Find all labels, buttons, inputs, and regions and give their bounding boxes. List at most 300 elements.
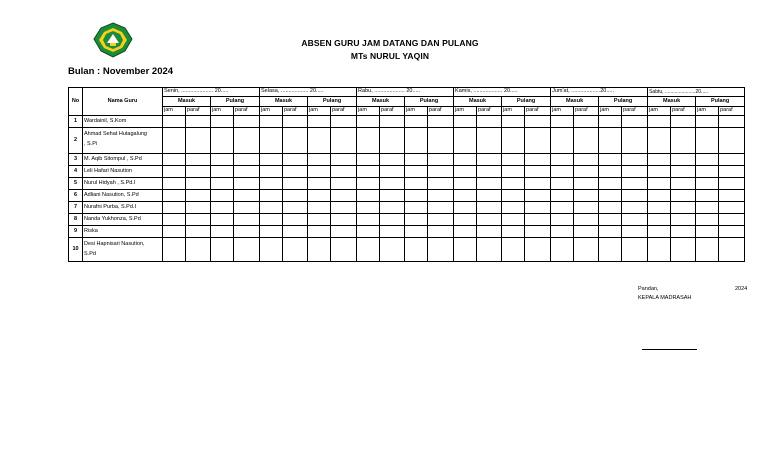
attendance-cell <box>671 202 696 214</box>
attendance-cell <box>283 226 308 238</box>
row-number: 6 <box>69 190 83 202</box>
attendance-cell <box>186 202 211 214</box>
attendance-cell <box>622 166 648 178</box>
pulang-header: Pulang <box>405 97 454 107</box>
attendance-cell <box>719 166 745 178</box>
attendance-cell <box>260 116 283 128</box>
pulang-header: Pulang <box>599 97 648 107</box>
attendance-cell <box>405 166 428 178</box>
attendance-cell <box>260 154 283 166</box>
attendance-cell <box>331 166 357 178</box>
row-number: 5 <box>69 178 83 190</box>
attendance-cell <box>525 214 551 226</box>
attendance-cell <box>357 190 380 202</box>
row-number: 4 <box>69 166 83 178</box>
attendance-cell <box>648 116 671 128</box>
signature-line <box>642 349 697 350</box>
attendance-cell <box>163 116 186 128</box>
attendance-cell <box>719 190 745 202</box>
attendance-table <box>68 87 745 262</box>
masuk-header: Masuk <box>551 97 599 107</box>
attendance-cell <box>234 190 260 202</box>
attendance-cell <box>696 226 719 238</box>
attendance-cell <box>357 226 380 238</box>
attendance-cell <box>163 226 186 238</box>
col-name-header: Nama Guru <box>83 88 163 116</box>
teacher-name <box>83 128 163 154</box>
attendance-cell <box>308 154 331 166</box>
attendance-cell <box>551 154 574 166</box>
attendance-cell <box>357 154 380 166</box>
attendance-cell <box>428 214 454 226</box>
attendance-cell <box>211 128 234 154</box>
attendance-cell <box>502 226 525 238</box>
attendance-cell <box>551 190 574 202</box>
attendance-cell <box>357 178 380 190</box>
attendance-cell <box>211 166 234 178</box>
row-number: 8 <box>69 214 83 226</box>
attendance-cell <box>502 202 525 214</box>
attendance-cell <box>357 238 380 262</box>
pulang-header: Pulang <box>211 97 260 107</box>
attendance-cell <box>477 116 502 128</box>
attendance-cell <box>186 128 211 154</box>
attendance-cell <box>622 190 648 202</box>
attendance-cell <box>574 202 599 214</box>
attendance-cell <box>574 166 599 178</box>
attendance-cell <box>211 226 234 238</box>
attendance-cell <box>428 154 454 166</box>
jam-header: jam <box>648 107 671 116</box>
day-header-jumat: Jum'at, ...................20..... <box>551 88 648 97</box>
attendance-cell <box>260 128 283 154</box>
school-name: MTs NURUL YAQIN <box>350 51 430 61</box>
paraf-header: paraf <box>719 107 745 116</box>
attendance-cell <box>696 154 719 166</box>
attendance-cell <box>671 178 696 190</box>
paraf-header: paraf <box>234 107 260 116</box>
attendance-cell <box>211 202 234 214</box>
attendance-cell <box>599 116 622 128</box>
pulang-header: Pulang <box>308 97 357 107</box>
jam-header: jam <box>599 107 622 116</box>
attendance-cell <box>477 238 502 262</box>
attendance-cell <box>622 226 648 238</box>
attendance-cell <box>380 178 405 190</box>
attendance-cell <box>234 226 260 238</box>
attendance-cell <box>696 116 719 128</box>
attendance-cell <box>574 226 599 238</box>
row-number: 7 <box>69 202 83 214</box>
paraf-header: paraf <box>380 107 405 116</box>
attendance-cell <box>454 226 477 238</box>
attendance-cell <box>308 116 331 128</box>
attendance-cell <box>454 178 477 190</box>
row-number: 9 <box>69 226 83 238</box>
attendance-cell <box>211 214 234 226</box>
attendance-cell <box>260 238 283 262</box>
attendance-cell <box>696 128 719 154</box>
paraf-header: paraf <box>283 107 308 116</box>
jam-header: jam <box>260 107 283 116</box>
attendance-cell <box>525 190 551 202</box>
attendance-cell <box>525 238 551 262</box>
attendance-cell <box>574 128 599 154</box>
attendance-cell <box>477 166 502 178</box>
attendance-cell <box>525 116 551 128</box>
attendance-cell <box>622 116 648 128</box>
attendance-cell <box>719 116 745 128</box>
attendance-cell <box>428 202 454 214</box>
attendance-cell <box>696 190 719 202</box>
attendance-cell <box>357 128 380 154</box>
attendance-cell <box>525 166 551 178</box>
attendance-cell <box>599 128 622 154</box>
attendance-cell <box>671 238 696 262</box>
paraf-header: paraf <box>525 107 551 116</box>
attendance-cell <box>648 178 671 190</box>
paraf-header: paraf <box>428 107 454 116</box>
attendance-cell <box>163 238 186 262</box>
attendance-cell <box>696 166 719 178</box>
paraf-header: paraf <box>671 107 696 116</box>
attendance-cell <box>186 166 211 178</box>
attendance-cell <box>719 226 745 238</box>
attendance-cell <box>308 178 331 190</box>
attendance-cell <box>719 214 745 226</box>
attendance-cell <box>648 202 671 214</box>
attendance-cell <box>283 166 308 178</box>
attendance-cell <box>622 154 648 166</box>
teacher-name <box>83 238 163 262</box>
attendance-cell <box>599 202 622 214</box>
signature-year: 2024 <box>735 286 748 292</box>
attendance-cell <box>163 214 186 226</box>
pulang-header: Pulang <box>696 97 745 107</box>
jam-header: jam <box>211 107 234 116</box>
signatory-title: KEPALA MADRASAH <box>638 295 692 301</box>
attendance-cell <box>454 166 477 178</box>
teacher-name: Wardainil, S.Kom <box>83 116 163 128</box>
attendance-cell <box>622 238 648 262</box>
attendance-cell <box>454 128 477 154</box>
attendance-cell <box>380 190 405 202</box>
attendance-cell <box>648 238 671 262</box>
attendance-cell <box>260 226 283 238</box>
col-no-header: No <box>69 88 83 116</box>
attendance-cell <box>331 214 357 226</box>
paraf-header: paraf <box>331 107 357 116</box>
jam-header: jam <box>454 107 477 116</box>
attendance-cell <box>502 116 525 128</box>
attendance-cell <box>380 214 405 226</box>
attendance-cell <box>357 202 380 214</box>
attendance-cell <box>477 226 502 238</box>
attendance-cell <box>502 190 525 202</box>
attendance-cell <box>719 178 745 190</box>
attendance-cell <box>574 190 599 202</box>
jam-header: jam <box>502 107 525 116</box>
attendance-cell <box>308 128 331 154</box>
attendance-cell <box>428 226 454 238</box>
attendance-cell <box>186 190 211 202</box>
attendance-cell <box>234 166 260 178</box>
attendance-cell <box>163 128 186 154</box>
attendance-cell <box>234 154 260 166</box>
teacher-name-line: S.Pd <box>84 251 96 258</box>
jam-header: jam <box>308 107 331 116</box>
attendance-cell <box>331 238 357 262</box>
attendance-cell <box>719 154 745 166</box>
attendance-cell <box>357 166 380 178</box>
attendance-cell <box>648 166 671 178</box>
attendance-cell <box>622 178 648 190</box>
attendance-cell <box>454 190 477 202</box>
attendance-cell <box>405 154 428 166</box>
attendance-cell <box>599 226 622 238</box>
attendance-cell <box>234 214 260 226</box>
attendance-cell <box>186 154 211 166</box>
attendance-cell <box>428 166 454 178</box>
attendance-cell <box>525 178 551 190</box>
attendance-cell <box>357 116 380 128</box>
attendance-cell <box>380 116 405 128</box>
attendance-cell <box>211 178 234 190</box>
attendance-cell <box>551 178 574 190</box>
attendance-cell <box>502 214 525 226</box>
attendance-cell <box>405 190 428 202</box>
teacher-name: Riska <box>83 226 163 238</box>
row-number: 10 <box>69 238 83 262</box>
attendance-cell <box>405 202 428 214</box>
paraf-header: paraf <box>622 107 648 116</box>
pulang-header: Pulang <box>502 97 551 107</box>
attendance-cell <box>599 154 622 166</box>
attendance-cell <box>186 178 211 190</box>
teacher-name-line: , S.Pi <box>84 141 98 148</box>
attendance-cell <box>405 116 428 128</box>
attendance-cell <box>405 238 428 262</box>
attendance-cell <box>308 202 331 214</box>
attendance-cell <box>234 178 260 190</box>
attendance-cell <box>260 202 283 214</box>
attendance-cell <box>380 128 405 154</box>
day-header-senin: Senin, ..................... 20..... <box>163 88 260 97</box>
madrasah-emblem-icon <box>92 22 134 58</box>
attendance-cell <box>574 116 599 128</box>
attendance-cell <box>502 128 525 154</box>
teacher-name: Adliani Nasution, S.Pd <box>83 190 163 202</box>
attendance-cell <box>380 166 405 178</box>
attendance-cell <box>574 154 599 166</box>
attendance-cell <box>551 238 574 262</box>
row-number: 3 <box>69 154 83 166</box>
teacher-name: M. Aqib Sitompul , S.Pd <box>83 154 163 166</box>
attendance-cell <box>454 202 477 214</box>
jam-header: jam <box>163 107 186 116</box>
attendance-cell <box>186 226 211 238</box>
attendance-cell <box>525 226 551 238</box>
month-label: Bulan : November 2024 <box>68 66 174 77</box>
attendance-cell <box>186 214 211 226</box>
attendance-cell <box>234 202 260 214</box>
attendance-cell <box>648 128 671 154</box>
attendance-cell <box>599 214 622 226</box>
attendance-cell <box>671 190 696 202</box>
teacher-name: Leli Hafari Nasution <box>83 166 163 178</box>
attendance-cell <box>331 202 357 214</box>
attendance-cell <box>428 128 454 154</box>
attendance-cell <box>211 238 234 262</box>
attendance-cell <box>574 214 599 226</box>
attendance-cell <box>696 214 719 226</box>
attendance-cell <box>622 214 648 226</box>
attendance-cell <box>260 214 283 226</box>
attendance-cell <box>599 190 622 202</box>
attendance-cell <box>428 178 454 190</box>
day-header-rabu: Rabu, .................... 20..... <box>357 88 454 97</box>
document-title: ABSEN GURU JAM DATANG DAN PULANG <box>301 38 479 48</box>
row-number: 2 <box>69 128 83 154</box>
attendance-cell <box>477 190 502 202</box>
attendance-cell <box>380 238 405 262</box>
attendance-cell <box>211 154 234 166</box>
attendance-cell <box>696 238 719 262</box>
attendance-cell <box>502 238 525 262</box>
attendance-cell <box>308 214 331 226</box>
attendance-cell <box>234 116 260 128</box>
attendance-cell <box>551 128 574 154</box>
attendance-cell <box>477 202 502 214</box>
attendance-cell <box>454 154 477 166</box>
attendance-cell <box>599 166 622 178</box>
attendance-cell <box>405 214 428 226</box>
attendance-cell <box>163 178 186 190</box>
paraf-header: paraf <box>574 107 599 116</box>
teacher-name: Nurafni Purba, S.Pd.I <box>83 202 163 214</box>
attendance-cell <box>648 214 671 226</box>
attendance-cell <box>331 116 357 128</box>
attendance-cell <box>696 178 719 190</box>
attendance-cell <box>648 154 671 166</box>
attendance-cell <box>574 178 599 190</box>
masuk-header: Masuk <box>260 97 308 107</box>
attendance-cell <box>551 166 574 178</box>
attendance-cell <box>551 116 574 128</box>
paraf-header: paraf <box>186 107 211 116</box>
day-header-sabtu: Sabtu, ......................20..... <box>648 88 745 97</box>
attendance-cell <box>477 154 502 166</box>
attendance-cell <box>671 214 696 226</box>
row-number: 1 <box>69 116 83 128</box>
signature-place: Pandan, <box>638 286 659 292</box>
masuk-header: Masuk <box>357 97 405 107</box>
attendance-cell <box>308 190 331 202</box>
attendance-cell <box>648 226 671 238</box>
attendance-cell <box>234 128 260 154</box>
attendance-cell <box>477 178 502 190</box>
attendance-cell <box>283 154 308 166</box>
attendance-cell <box>574 238 599 262</box>
attendance-cell <box>308 166 331 178</box>
attendance-cell <box>477 128 502 154</box>
attendance-cell <box>525 128 551 154</box>
attendance-cell <box>283 214 308 226</box>
attendance-cell <box>551 214 574 226</box>
attendance-cell <box>671 128 696 154</box>
attendance-cell <box>599 178 622 190</box>
attendance-cell <box>186 116 211 128</box>
attendance-cell <box>260 166 283 178</box>
attendance-cell <box>163 202 186 214</box>
attendance-cell <box>163 154 186 166</box>
attendance-cell <box>380 226 405 238</box>
attendance-cell <box>428 190 454 202</box>
attendance-cell <box>283 190 308 202</box>
attendance-cell <box>331 190 357 202</box>
attendance-cell <box>671 166 696 178</box>
attendance-cell <box>454 116 477 128</box>
attendance-cell <box>186 238 211 262</box>
attendance-cell <box>283 238 308 262</box>
attendance-cell <box>719 238 745 262</box>
attendance-cell <box>163 190 186 202</box>
attendance-cell <box>260 178 283 190</box>
attendance-cell <box>308 226 331 238</box>
attendance-cell <box>283 128 308 154</box>
teacher-name-line: Ahmad Sehat Hutagalung <box>84 131 147 137</box>
attendance-cell <box>380 202 405 214</box>
attendance-cell <box>283 116 308 128</box>
attendance-cell <box>671 154 696 166</box>
day-header-kamis: Kamis, ................... 20..... <box>454 88 551 97</box>
attendance-cell <box>671 226 696 238</box>
attendance-cell <box>380 154 405 166</box>
attendance-cell <box>405 128 428 154</box>
attendance-cell <box>428 116 454 128</box>
attendance-cell <box>719 128 745 154</box>
attendance-cell <box>551 202 574 214</box>
attendance-cell <box>454 214 477 226</box>
jam-header: jam <box>696 107 719 116</box>
attendance-cell <box>163 166 186 178</box>
attendance-cell <box>719 202 745 214</box>
attendance-cell <box>671 116 696 128</box>
teacher-name-line: Desi Hapnisari Nasution, <box>84 241 145 247</box>
masuk-header: Masuk <box>454 97 502 107</box>
attendance-cell <box>502 154 525 166</box>
attendance-cell <box>696 202 719 214</box>
attendance-cell <box>525 202 551 214</box>
masuk-header: Masuk <box>648 97 696 107</box>
attendance-cell <box>234 238 260 262</box>
attendance-cell <box>283 202 308 214</box>
attendance-cell <box>502 166 525 178</box>
jam-header: jam <box>551 107 574 116</box>
day-header-selasa: Selasa, .................. 20..... <box>260 88 357 97</box>
attendance-cell <box>525 154 551 166</box>
attendance-cell <box>648 190 671 202</box>
teacher-name: Nurul Hidyah , S.Pd.I <box>83 178 163 190</box>
attendance-cell <box>599 238 622 262</box>
attendance-cell <box>357 214 380 226</box>
attendance-cell <box>308 238 331 262</box>
attendance-cell <box>211 116 234 128</box>
jam-header: jam <box>357 107 380 116</box>
attendance-cell <box>331 154 357 166</box>
paraf-header: paraf <box>477 107 502 116</box>
jam-header: jam <box>405 107 428 116</box>
